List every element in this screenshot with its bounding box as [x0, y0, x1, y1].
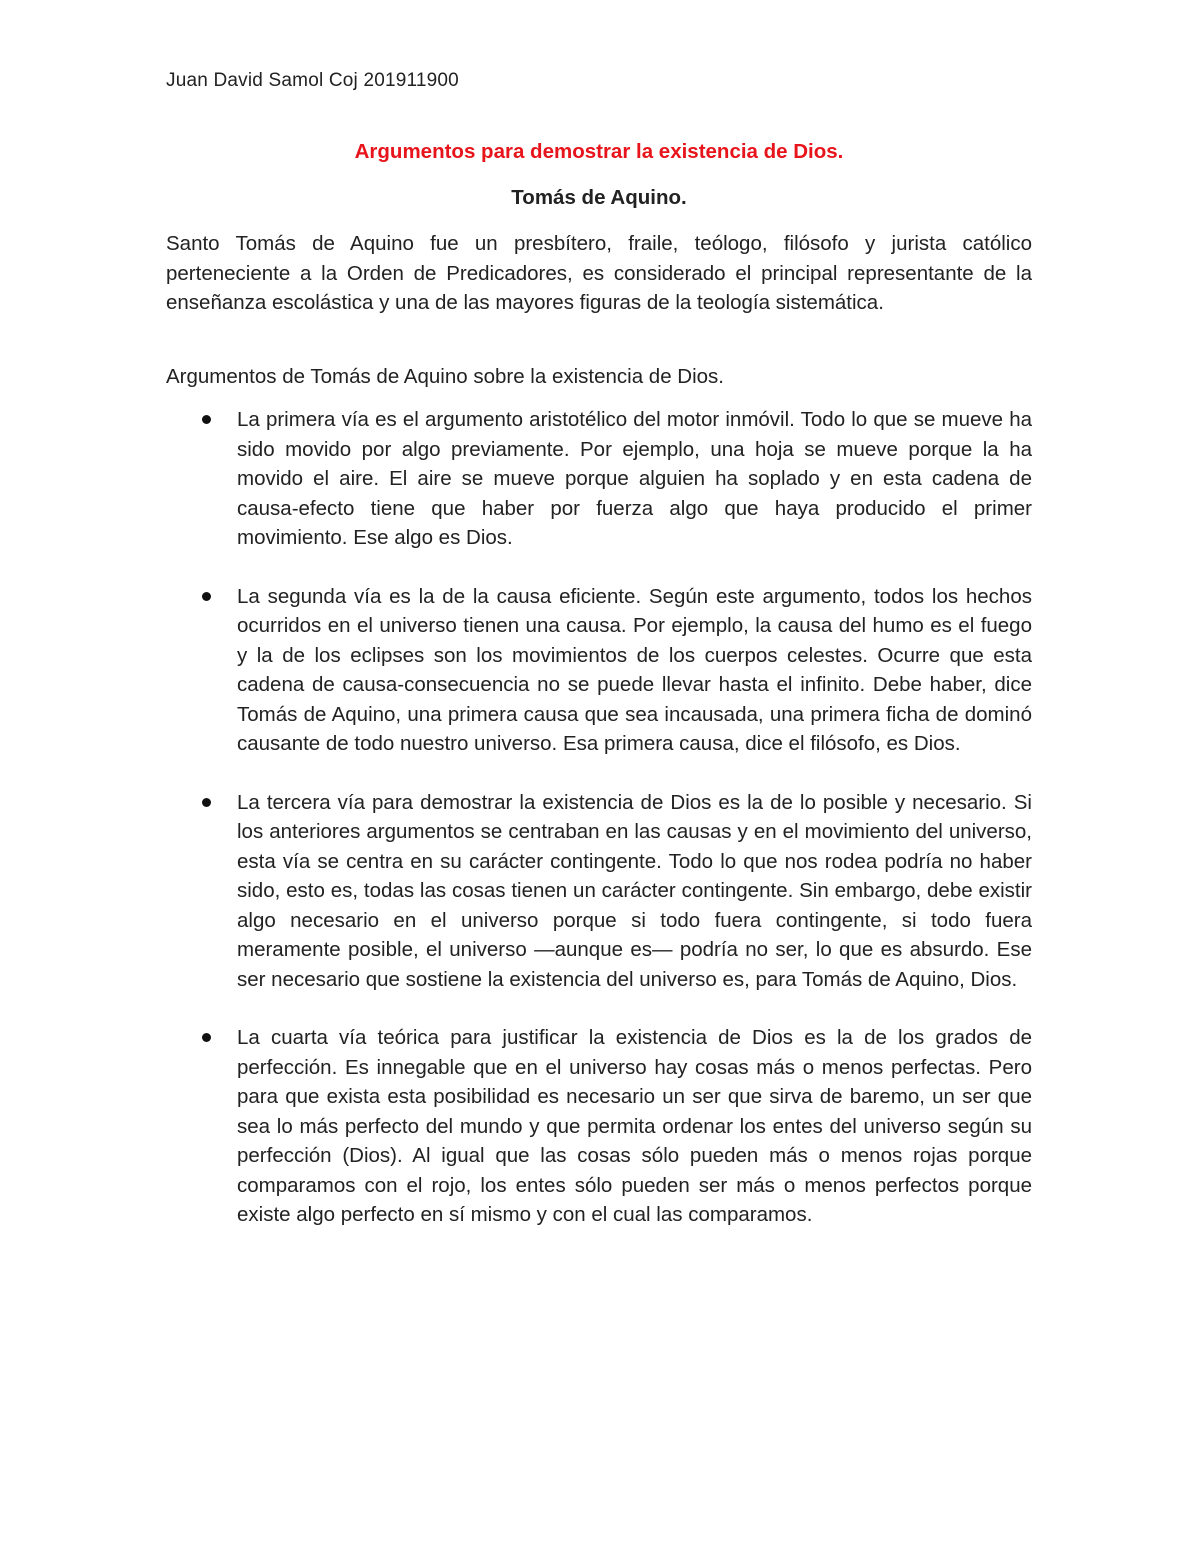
document-title: Argumentos para demostrar la existencia de Dios. [354, 140, 844, 163]
list-item-text: La primera vía es el argumento aristotélico del motor inmóvil. Todo lo que se mueve ha sido movido por algo previamente. Por ejemplo, una hoja se mueve porque la ha movido el aire. El aire se mueve porque alguien ha soplado y en esta cadena de causa-efecto tiene que haber por fuerza algo que haya producido el primer movimiento. Ese algo es Dios. [237, 408, 1032, 549]
list-item [166, 1023, 1032, 1230]
list-item-text: La cuarta vía teórica para justificar la existencia de Dios es la de los grados de perfección. Es innegable que en el universo hay cosas más o menos perfectas. Pero para que exista esta posibilidad es necesario un ser que sirva de baremo, un ser que sea lo más perfecto del mundo y que permita ordenar los entes del universo según su perfección (Dios). Al igual que las cosas sólo pueden más o menos rojas porque comparamos con el rojo, los entes sólo pueden ser más o menos perfectos porque existe algo perfecto en sí mismo y con el cual las comparamos. [237, 1026, 1032, 1226]
bullet-icon [202, 592, 211, 601]
author-line: Juan David Samol Coj 201911900 [166, 70, 459, 91]
list-item [166, 582, 1032, 759]
bullet-icon [202, 798, 211, 807]
list-item [166, 788, 1032, 995]
bullet-icon [202, 1033, 211, 1042]
intro-paragraph: Santo Tomás de Aquino fue un presbítero, fraile, teólogo, filósofo y jurista católico perteneciente a la Orden de Predicadores, es considerado el principal representante de la enseñanza escolástica y una de las mayores figuras de la teología sistemática. [166, 232, 1032, 314]
bullet-icon [202, 415, 211, 424]
list-item-text: La tercera vía para demostrar la existencia de Dios es la de lo posible y necesario. Si los anteriores argumentos se centraban en las causas y en el movimiento del universo, esta vía se centra en su carácter contingente. Todo lo que nos rodea podría no haber sido, esto es, todas las cosas tienen un carácter contingente. Sin embargo, debe existir algo necesario en el universo porque si todo fuera contingente, si todo fuera meramente posible, el universo —aunque es— podría no ser, lo que es absurdo. Ese ser necesario que sostiene la existencia del universo es, para Tomás de Aquino, Dios. [237, 790, 1032, 991]
lead-paragraph: Argumentos de Tomás de Aquino sobre la existencia de Dios. [166, 365, 725, 388]
list-item [166, 405, 1032, 553]
document-subtitle: Tomás de Aquino. [511, 186, 687, 209]
arguments-list [166, 405, 1032, 1259]
list-item-text: La segunda vía es la de la causa eficiente. Según este argumento, todos los hechos ocurridos en el universo tienen una causa. Por ejemplo, la causa del humo es el fuego y la de los eclipses son los movimientos de los cuerpos celestes. Ocurre que esta cadena de causa-consecuencia no se puede llevar hasta el infinito. Debe haber, dice Tomás de Aquino, una primera causa que sea incausada, una primera ficha de dominó causante de todo nuestro universo. Esa primera causa, dice el filósofo, es Dios. [237, 584, 1032, 755]
